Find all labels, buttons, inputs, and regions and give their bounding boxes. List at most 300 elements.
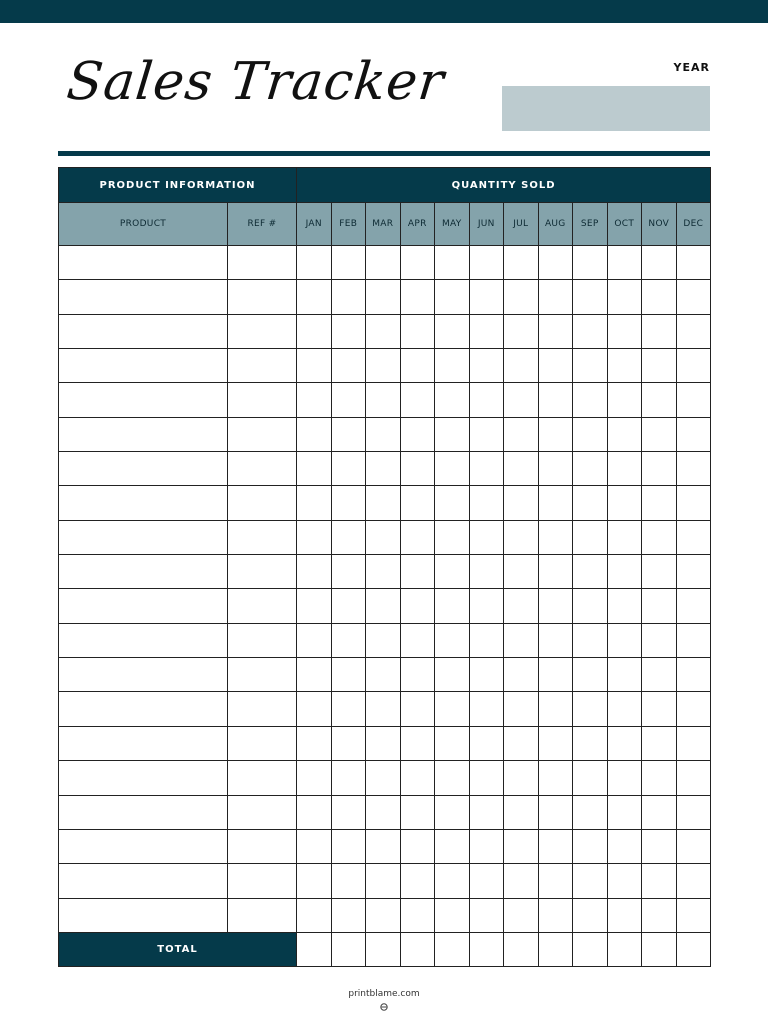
table-cell[interactable] — [469, 829, 504, 863]
total-cell[interactable] — [676, 932, 711, 966]
table-cell[interactable] — [331, 864, 366, 898]
table-cell[interactable] — [435, 486, 470, 520]
table-cell[interactable] — [400, 314, 435, 348]
table-cell[interactable] — [573, 383, 608, 417]
table-cell[interactable] — [504, 314, 539, 348]
table-cell[interactable] — [504, 486, 539, 520]
table-cell[interactable] — [400, 417, 435, 451]
table-cell[interactable] — [435, 761, 470, 795]
table-cell[interactable] — [573, 452, 608, 486]
table-cell[interactable] — [331, 246, 366, 280]
table-cell[interactable] — [607, 726, 642, 760]
table-cell[interactable] — [400, 589, 435, 623]
table-cell[interactable] — [642, 864, 677, 898]
table-cell[interactable] — [228, 314, 297, 348]
table-cell[interactable] — [504, 349, 539, 383]
year-field[interactable] — [502, 86, 710, 131]
table-cell[interactable] — [228, 761, 297, 795]
table-cell[interactable] — [469, 314, 504, 348]
table-cell[interactable] — [435, 795, 470, 829]
table-cell[interactable] — [59, 761, 228, 795]
table-cell[interactable] — [366, 589, 401, 623]
table-cell[interactable] — [331, 417, 366, 451]
table-cell[interactable] — [642, 314, 677, 348]
table-cell[interactable] — [573, 761, 608, 795]
table-cell[interactable] — [469, 898, 504, 932]
table-cell[interactable] — [435, 349, 470, 383]
table-cell[interactable] — [331, 795, 366, 829]
table-cell[interactable] — [435, 623, 470, 657]
table-cell[interactable] — [573, 417, 608, 451]
table-cell[interactable] — [538, 829, 573, 863]
table-cell[interactable] — [573, 486, 608, 520]
table-cell[interactable] — [366, 349, 401, 383]
table-cell[interactable] — [228, 589, 297, 623]
sales-table — [58, 167, 711, 967]
table-cell[interactable] — [642, 383, 677, 417]
table-cell[interactable] — [504, 246, 539, 280]
table-cell[interactable] — [642, 452, 677, 486]
table-cell[interactable] — [297, 658, 332, 692]
table-cell[interactable] — [400, 692, 435, 726]
table-cell[interactable] — [469, 452, 504, 486]
table-cell[interactable] — [504, 829, 539, 863]
table-cell[interactable] — [504, 658, 539, 692]
table-cell[interactable] — [331, 898, 366, 932]
table-cell[interactable] — [59, 623, 228, 657]
table-cell[interactable] — [400, 829, 435, 863]
total-cell[interactable] — [607, 932, 642, 966]
table-cell[interactable] — [331, 692, 366, 726]
table-cell[interactable] — [435, 898, 470, 932]
table-cell[interactable] — [504, 280, 539, 314]
table-cell[interactable] — [228, 795, 297, 829]
table-cell[interactable] — [331, 623, 366, 657]
table-cell[interactable] — [59, 795, 228, 829]
table-cell[interactable] — [228, 246, 297, 280]
table-cell[interactable] — [297, 623, 332, 657]
total-cell[interactable] — [642, 932, 677, 966]
table-cell[interactable] — [228, 898, 297, 932]
table-cell[interactable] — [573, 555, 608, 589]
table-cell[interactable] — [435, 589, 470, 623]
table-cell[interactable] — [366, 864, 401, 898]
table-cell[interactable] — [228, 864, 297, 898]
table-cell[interactable] — [504, 795, 539, 829]
table-cell[interactable] — [400, 383, 435, 417]
table-cell[interactable] — [607, 520, 642, 554]
table-cell[interactable] — [228, 555, 297, 589]
table-cell[interactable] — [331, 589, 366, 623]
table-cell[interactable] — [607, 692, 642, 726]
table-cell[interactable] — [642, 555, 677, 589]
table-cell[interactable] — [400, 486, 435, 520]
table-cell[interactable] — [538, 452, 573, 486]
table-cell[interactable] — [297, 417, 332, 451]
table-cell[interactable] — [59, 829, 228, 863]
table-cell[interactable] — [331, 555, 366, 589]
table-cell[interactable] — [573, 864, 608, 898]
table-cell[interactable] — [676, 864, 711, 898]
table-cell[interactable] — [435, 417, 470, 451]
table-cell[interactable] — [228, 829, 297, 863]
table-cell[interactable] — [331, 314, 366, 348]
table-cell[interactable] — [538, 726, 573, 760]
table-cell[interactable] — [331, 761, 366, 795]
table-cell[interactable] — [400, 726, 435, 760]
table-cell[interactable] — [573, 520, 608, 554]
table-cell[interactable] — [228, 349, 297, 383]
table-cell[interactable] — [366, 452, 401, 486]
table-cell[interactable] — [676, 349, 711, 383]
table-cell[interactable] — [676, 314, 711, 348]
table-cell[interactable] — [228, 383, 297, 417]
table-cell[interactable] — [538, 417, 573, 451]
table-cell[interactable] — [504, 589, 539, 623]
table-cell[interactable] — [366, 623, 401, 657]
table-cell[interactable] — [469, 246, 504, 280]
table-cell[interactable] — [331, 520, 366, 554]
table-cell[interactable] — [400, 349, 435, 383]
table-cell[interactable] — [642, 658, 677, 692]
table-cell[interactable] — [642, 898, 677, 932]
table-cell[interactable] — [469, 520, 504, 554]
table-cell[interactable] — [676, 452, 711, 486]
table-cell[interactable] — [435, 692, 470, 726]
table-cell[interactable] — [607, 795, 642, 829]
table-cell[interactable] — [538, 692, 573, 726]
table-cell[interactable] — [297, 486, 332, 520]
table-cell[interactable] — [469, 280, 504, 314]
table-cell[interactable] — [400, 555, 435, 589]
table-cell[interactable] — [676, 761, 711, 795]
table-cell[interactable] — [607, 314, 642, 348]
table-cell[interactable] — [59, 417, 228, 451]
table-cell[interactable] — [504, 623, 539, 657]
total-cell[interactable] — [504, 932, 539, 966]
table-cell[interactable] — [59, 246, 228, 280]
table-cell[interactable] — [504, 417, 539, 451]
table-cell[interactable] — [228, 623, 297, 657]
table-cell[interactable] — [607, 452, 642, 486]
table-cell[interactable] — [59, 280, 228, 314]
table-cell[interactable] — [469, 623, 504, 657]
table-cell[interactable] — [469, 658, 504, 692]
table-cell[interactable] — [59, 864, 228, 898]
table-cell[interactable] — [400, 246, 435, 280]
table-cell[interactable] — [59, 589, 228, 623]
table-cell[interactable] — [504, 692, 539, 726]
table-cell[interactable] — [366, 795, 401, 829]
table-cell[interactable] — [297, 280, 332, 314]
table-cell[interactable] — [642, 829, 677, 863]
total-cell[interactable] — [331, 932, 366, 966]
table-cell[interactable] — [642, 726, 677, 760]
table-cell[interactable] — [607, 486, 642, 520]
table-cell[interactable] — [435, 829, 470, 863]
table-cell[interactable] — [538, 383, 573, 417]
table-cell[interactable] — [297, 246, 332, 280]
table-cell[interactable] — [573, 795, 608, 829]
table-cell[interactable] — [676, 658, 711, 692]
table-cell[interactable] — [607, 383, 642, 417]
column-header-jan: JAN — [297, 203, 332, 246]
table-cell[interactable] — [573, 726, 608, 760]
table-cell[interactable] — [59, 349, 228, 383]
table-cell[interactable] — [366, 658, 401, 692]
table-cell[interactable] — [504, 761, 539, 795]
table-cell[interactable] — [504, 555, 539, 589]
table-cell[interactable] — [297, 864, 332, 898]
table-cell[interactable] — [676, 589, 711, 623]
table-cell[interactable] — [400, 520, 435, 554]
table-cell[interactable] — [400, 761, 435, 795]
table-cell[interactable] — [469, 417, 504, 451]
table-cell[interactable] — [331, 280, 366, 314]
table-cell[interactable] — [607, 898, 642, 932]
table-cell[interactable] — [297, 692, 332, 726]
table-cell[interactable] — [59, 658, 228, 692]
table-cell[interactable] — [573, 349, 608, 383]
table-cell[interactable] — [642, 692, 677, 726]
table-cell[interactable] — [504, 520, 539, 554]
table-cell[interactable] — [59, 555, 228, 589]
table-cell[interactable] — [642, 349, 677, 383]
table-cell[interactable] — [400, 864, 435, 898]
table-cell[interactable] — [469, 726, 504, 760]
table-cell[interactable] — [435, 383, 470, 417]
table-cell[interactable] — [400, 280, 435, 314]
table-cell[interactable] — [297, 795, 332, 829]
table-cell[interactable] — [228, 692, 297, 726]
brand-icon — [380, 1003, 388, 1011]
table-cell[interactable] — [331, 829, 366, 863]
table-cell[interactable] — [435, 452, 470, 486]
table-cell[interactable] — [504, 898, 539, 932]
table-cell[interactable] — [297, 829, 332, 863]
table-cell[interactable] — [469, 349, 504, 383]
table-cell[interactable] — [435, 726, 470, 760]
table-cell[interactable] — [435, 246, 470, 280]
table-cell[interactable] — [469, 761, 504, 795]
table-cell[interactable] — [331, 383, 366, 417]
table-cell[interactable] — [59, 383, 228, 417]
table-cell[interactable] — [676, 246, 711, 280]
table-cell[interactable] — [59, 452, 228, 486]
table-cell[interactable] — [538, 555, 573, 589]
table-cell[interactable] — [607, 417, 642, 451]
table-cell[interactable] — [297, 555, 332, 589]
table-cell[interactable] — [642, 589, 677, 623]
table-cell[interactable] — [331, 349, 366, 383]
table-cell[interactable] — [400, 623, 435, 657]
table-cell[interactable] — [676, 623, 711, 657]
quantity-sold-header: QUANTITY SOLD — [297, 168, 711, 203]
table-cell[interactable] — [366, 246, 401, 280]
table-cell[interactable] — [642, 486, 677, 520]
table-cell[interactable] — [228, 452, 297, 486]
total-cell[interactable] — [400, 932, 435, 966]
table-cell[interactable] — [297, 314, 332, 348]
table-cell[interactable] — [607, 280, 642, 314]
table-cell[interactable] — [642, 246, 677, 280]
table-cell[interactable] — [504, 726, 539, 760]
table-cell[interactable] — [59, 898, 228, 932]
table-cell[interactable] — [538, 280, 573, 314]
table-cell[interactable] — [400, 795, 435, 829]
table-cell[interactable] — [297, 589, 332, 623]
table-cell[interactable] — [228, 520, 297, 554]
table-cell[interactable] — [573, 280, 608, 314]
table-row — [59, 829, 711, 863]
table-cell[interactable] — [228, 726, 297, 760]
table-cell[interactable] — [469, 864, 504, 898]
table-cell[interactable] — [573, 898, 608, 932]
table-cell[interactable] — [676, 383, 711, 417]
total-cell[interactable] — [573, 932, 608, 966]
table-cell[interactable] — [366, 898, 401, 932]
table-cell[interactable] — [366, 726, 401, 760]
table-cell[interactable] — [469, 555, 504, 589]
table-cell[interactable] — [573, 692, 608, 726]
total-cell[interactable] — [366, 932, 401, 966]
table-cell[interactable] — [573, 623, 608, 657]
table-cell[interactable] — [642, 623, 677, 657]
column-header-aug: AUG — [538, 203, 573, 246]
table-cell[interactable] — [573, 314, 608, 348]
table-cell[interactable] — [538, 520, 573, 554]
table-cell[interactable] — [573, 829, 608, 863]
table-cell[interactable] — [366, 486, 401, 520]
table-cell[interactable] — [676, 520, 711, 554]
table-cell[interactable] — [59, 692, 228, 726]
table-cell[interactable] — [366, 692, 401, 726]
table-cell[interactable] — [676, 555, 711, 589]
table-cell[interactable] — [366, 280, 401, 314]
table-cell[interactable] — [366, 520, 401, 554]
table-cell[interactable] — [573, 246, 608, 280]
table-cell[interactable] — [469, 486, 504, 520]
table-cell[interactable] — [573, 589, 608, 623]
table-cell[interactable] — [538, 246, 573, 280]
table-cell[interactable] — [676, 486, 711, 520]
table-cell[interactable] — [642, 520, 677, 554]
table-cell[interactable] — [676, 795, 711, 829]
table-cell[interactable] — [642, 280, 677, 314]
table-cell[interactable] — [538, 761, 573, 795]
table-cell[interactable] — [297, 726, 332, 760]
table-cell[interactable] — [366, 761, 401, 795]
table-cell[interactable] — [228, 417, 297, 451]
table-cell[interactable] — [538, 349, 573, 383]
column-header-mar: MAR — [366, 203, 401, 246]
table-cell[interactable] — [435, 520, 470, 554]
total-cell[interactable] — [297, 932, 332, 966]
table-cell[interactable] — [607, 864, 642, 898]
table-cell[interactable] — [469, 795, 504, 829]
table-cell[interactable] — [59, 314, 228, 348]
table-cell[interactable] — [538, 658, 573, 692]
table-cell[interactable] — [607, 829, 642, 863]
table-cell[interactable] — [676, 898, 711, 932]
table-cell[interactable] — [504, 452, 539, 486]
table-cell[interactable] — [469, 589, 504, 623]
table-cell[interactable] — [366, 829, 401, 863]
table-cell[interactable] — [676, 280, 711, 314]
table-cell[interactable] — [538, 623, 573, 657]
table-cell[interactable] — [228, 280, 297, 314]
table-cell[interactable] — [59, 486, 228, 520]
table-cell[interactable] — [607, 246, 642, 280]
table-cell[interactable] — [642, 795, 677, 829]
table-cell[interactable] — [366, 314, 401, 348]
table-cell[interactable] — [642, 417, 677, 451]
table-cell[interactable] — [469, 383, 504, 417]
table-cell[interactable] — [676, 726, 711, 760]
total-cell[interactable] — [469, 932, 504, 966]
table-cell[interactable] — [435, 658, 470, 692]
table-cell[interactable] — [297, 761, 332, 795]
table-cell[interactable] — [331, 486, 366, 520]
table-cell[interactable] — [538, 314, 573, 348]
table-cell[interactable] — [228, 486, 297, 520]
table-cell[interactable] — [573, 658, 608, 692]
table-cell[interactable] — [469, 692, 504, 726]
table-cell[interactable] — [435, 314, 470, 348]
table-cell[interactable] — [642, 761, 677, 795]
table-cell[interactable] — [400, 658, 435, 692]
table-cell[interactable] — [538, 864, 573, 898]
table-cell[interactable] — [607, 658, 642, 692]
table-cell[interactable] — [400, 898, 435, 932]
table-cell[interactable] — [331, 452, 366, 486]
table-cell[interactable] — [607, 761, 642, 795]
table-cell[interactable] — [331, 726, 366, 760]
total-cell[interactable] — [538, 932, 573, 966]
table-cell[interactable] — [59, 520, 228, 554]
table-cell[interactable] — [435, 864, 470, 898]
table-cell[interactable] — [676, 829, 711, 863]
table-cell[interactable] — [297, 349, 332, 383]
table-cell[interactable] — [331, 658, 366, 692]
table-cell[interactable] — [538, 589, 573, 623]
table-cell[interactable] — [607, 589, 642, 623]
table-cell[interactable] — [607, 555, 642, 589]
table-cell[interactable] — [435, 555, 470, 589]
table-cell[interactable] — [366, 383, 401, 417]
total-cell[interactable] — [435, 932, 470, 966]
table-cell[interactable] — [297, 452, 332, 486]
table-cell[interactable] — [607, 623, 642, 657]
table-cell[interactable] — [366, 417, 401, 451]
table-cell[interactable] — [400, 452, 435, 486]
table-cell[interactable] — [504, 864, 539, 898]
table-cell[interactable] — [676, 417, 711, 451]
table-cell[interactable] — [297, 898, 332, 932]
table-cell[interactable] — [538, 486, 573, 520]
table-cell[interactable] — [297, 383, 332, 417]
table-cell[interactable] — [607, 349, 642, 383]
table-cell[interactable] — [538, 795, 573, 829]
table-cell[interactable] — [59, 726, 228, 760]
table-cell[interactable] — [366, 555, 401, 589]
table-cell[interactable] — [504, 383, 539, 417]
table-cell[interactable] — [538, 898, 573, 932]
table-cell[interactable] — [297, 520, 332, 554]
table-cell[interactable] — [228, 658, 297, 692]
table-cell[interactable] — [676, 692, 711, 726]
table-cell[interactable] — [435, 280, 470, 314]
